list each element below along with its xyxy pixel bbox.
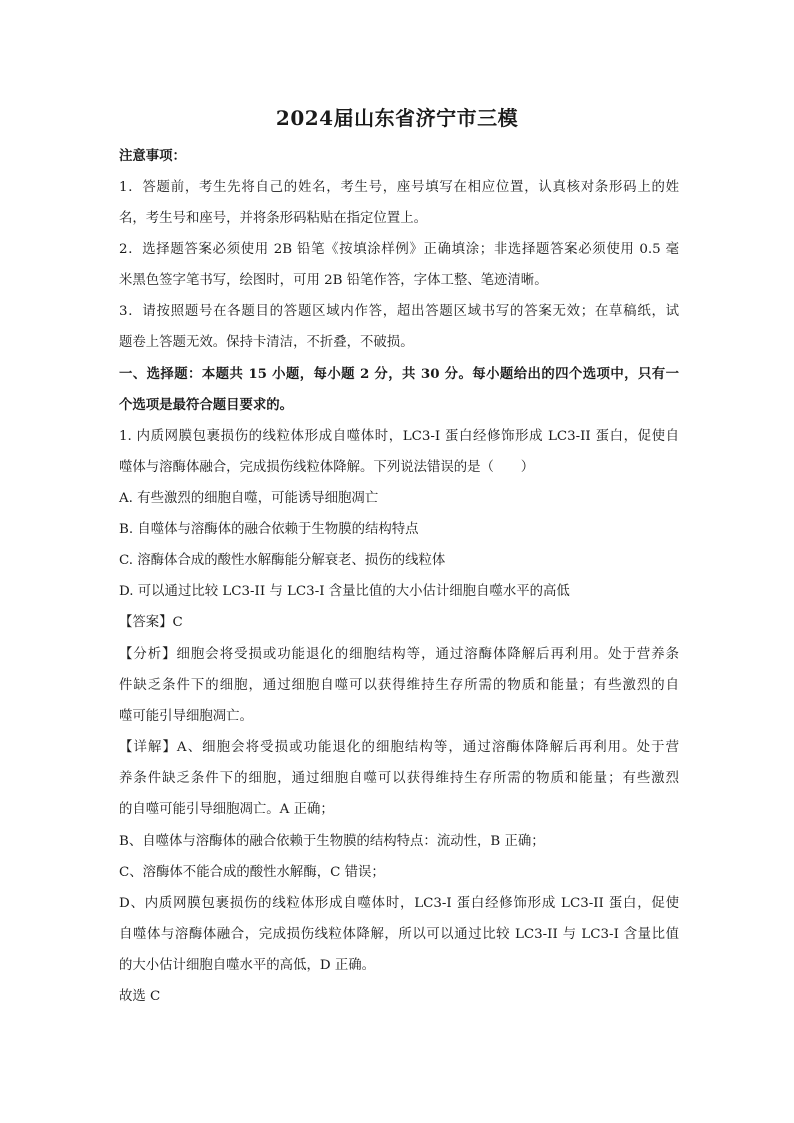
detail-line-8: 的大小估计细胞自噬水平的高低，D 正确。 [119,958,376,973]
detail-line-6: D、内质网膜包裹损伤的线粒体形成自噬体时，LC3-I 蛋白经修饰形成 LC3-II 蛋白，促使 [119,896,679,911]
answer-line: 【答案】C [119,615,183,630]
option-c: C. 溶酶体合成的酸性水解酶能分解衰老、损伤的线粒体 [119,553,446,568]
question-stem-line-2: 噬体与溶酶体融合，完成损伤线粒体降解。下列说法错误的是（ ） [119,460,535,475]
detail-line-7: 自噬体与溶酶体融合，完成损伤线粒体降解，所以可以通过比较 LC3-II 与 LC3-I 含量比值 [119,927,679,942]
section-heading-line-1: 一、选择题：本题共 15 小题，每小题 2 分，共 30 分。每小题给出的四个选项中，只有一 [119,366,679,382]
note-1-line-1: 1．答题前，考生先将自己的姓名，考生号，座号填写在相应位置，认真核对条形码上的姓 [119,180,679,195]
detail-line-3: 的自噬可能引导细胞凋亡。A 正确； [119,802,334,817]
note-1-line-2: 名，考生号和座号，并将条形码粘贴在指定位置上。 [119,211,427,226]
question-stem-line-1: 1. 内质网膜包裹损伤的线粒体形成自噬体时，LC3-I 蛋白经修饰形成 LC3-II 蛋白，促使自 [119,429,679,444]
page-title: 2024届山东省济宁市三模 [275,106,519,130]
notes-heading: 注意事项： [119,148,186,164]
detail-conclusion: 故选 C [119,989,161,1004]
analysis-line-1: 【分析】细胞会将受损或功能退化的细胞结构等，通过溶酶体降解后再利用。处于营养条 [119,647,679,662]
analysis-line-2: 件缺乏条件下的细胞，通过细胞自噬可以获得维持生存所需的物质和能量；有些激烈的自 [119,678,679,693]
option-d: D. 可以通过比较 LC3-II 与 LC3-I 含量比值的大小估计细胞自噬水平的高低 [119,584,570,599]
analysis-line-3: 噬可能引导细胞凋亡。 [119,709,253,724]
detail-line-4: B、自噬体与溶酶体的融合依赖于生物膜的结构特点：流动性，B 正确； [119,834,545,849]
detail-line-5: C、溶酶体不能合成的酸性水解酶，C 错误； [119,865,385,880]
option-a: A. 有些激烈的细胞自噬，可能诱导细胞凋亡 [119,491,379,506]
detail-line-1: 【详解】A、细胞会将受损或功能退化的细胞结构等，通过溶酶体降解后再利用。处于营 [119,740,679,755]
section-heading-line-2: 个选项是最符合题目要求的。 [119,397,294,413]
note-2-line-2: 米黑色签字笔书写，绘图时，可用 2B 铅笔作答，字体工整、笔迹清晰。 [119,273,548,288]
detail-line-2: 养条件缺乏条件下的细胞，通过细胞自噬可以获得维持生存所需的物质和能量；有些激烈 [119,771,679,786]
note-3-line-2: 题卷上答题无效。保持卡清洁，不折叠，不破损。 [119,335,414,350]
option-b: B. 自噬体与溶酶体的融合依赖于生物膜的结构特点 [119,522,419,537]
note-2-line-1: 2．选择题答案必须使用 2B 铅笔《按填涂样例》正确填涂；非选择题答案必须使用 0.5 毫 [119,242,679,257]
note-3-line-1: 3．请按照题号在各题目的答题区域内作答，超出答题区域书写的答案无效；在草稿纸，试 [119,304,679,319]
